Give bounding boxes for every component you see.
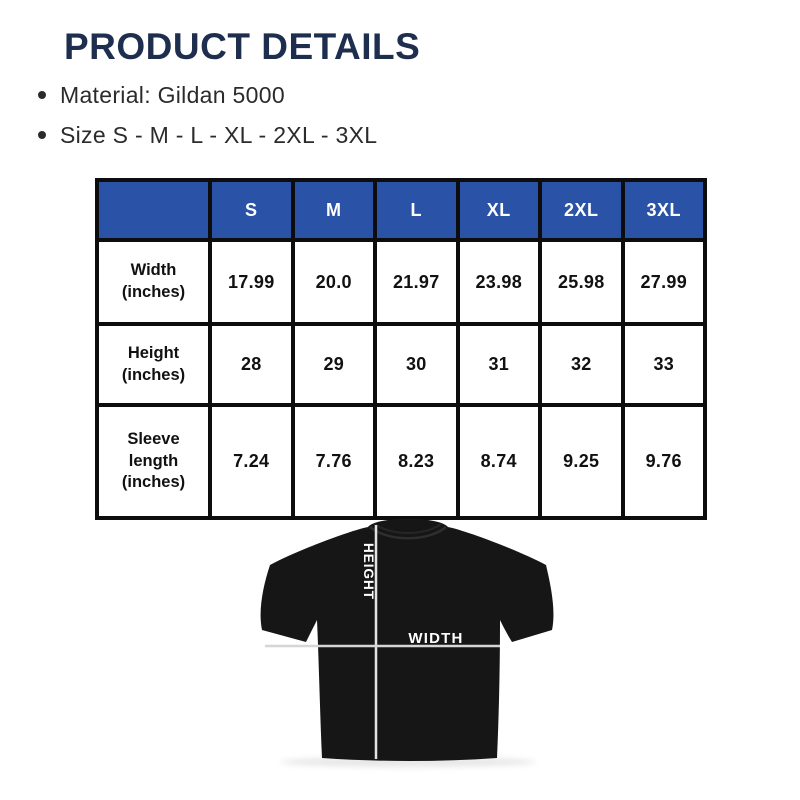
row-label-height: Height (inches) (97, 324, 210, 405)
width-value-s: 17.99 (210, 240, 293, 324)
sizes-text: Size S - M - L - XL - 2XL - 3XL (60, 122, 378, 148)
product-attributes-list (36, 82, 377, 162)
material-text: Material: Gildan 5000 (60, 82, 285, 108)
width-label: WIDTH (408, 630, 464, 647)
sleeve-value-xl: 8.74 (458, 405, 541, 518)
height-label: HEIGHT (361, 543, 376, 601)
height-value-m: 29 (293, 324, 376, 405)
width-value-xl: 23.98 (458, 240, 541, 324)
bullet-icon (38, 91, 46, 99)
sleeve-value-l: 8.23 (375, 405, 458, 518)
table-row-height (97, 324, 705, 405)
size-chart-table (95, 178, 707, 520)
header-size-s: S (210, 180, 293, 240)
header-size-m: M (293, 180, 376, 240)
sleeve-value-m: 7.76 (293, 405, 376, 518)
tshirt-shape (261, 519, 554, 761)
row-label-sleeve-length: Sleeve length (inches) (97, 405, 210, 518)
height-value-l: 30 (375, 324, 458, 405)
width-value-l: 21.97 (375, 240, 458, 324)
size-chart-header-row (97, 180, 705, 240)
list-item-sizes (36, 122, 377, 148)
height-value-s: 28 (210, 324, 293, 405)
row-label-width: Width (inches) (97, 240, 210, 324)
table-row-sleeve-length (97, 405, 705, 518)
header-size-l: L (375, 180, 458, 240)
sleeve-value-3xl: 9.76 (623, 405, 706, 518)
height-value-3xl: 33 (623, 324, 706, 405)
table-row-width (97, 240, 705, 324)
width-value-m: 20.0 (293, 240, 376, 324)
height-value-xl: 31 (458, 324, 541, 405)
header-size-xl: XL (458, 180, 541, 240)
width-value-2xl: 25.98 (540, 240, 623, 324)
tshirt-measurement-diagram (240, 513, 570, 783)
width-value-3xl: 27.99 (623, 240, 706, 324)
header-empty-cell (97, 180, 210, 240)
sleeve-value-2xl: 9.25 (540, 405, 623, 518)
header-size-3xl: 3XL (623, 180, 706, 240)
height-value-2xl: 32 (540, 324, 623, 405)
list-item-material (36, 82, 377, 108)
bullet-icon (38, 131, 46, 139)
header-size-2xl: 2XL (540, 180, 623, 240)
sleeve-value-s: 7.24 (210, 405, 293, 518)
tshirt-svg (240, 513, 570, 783)
page-title: PRODUCT DETAILS (64, 26, 421, 67)
